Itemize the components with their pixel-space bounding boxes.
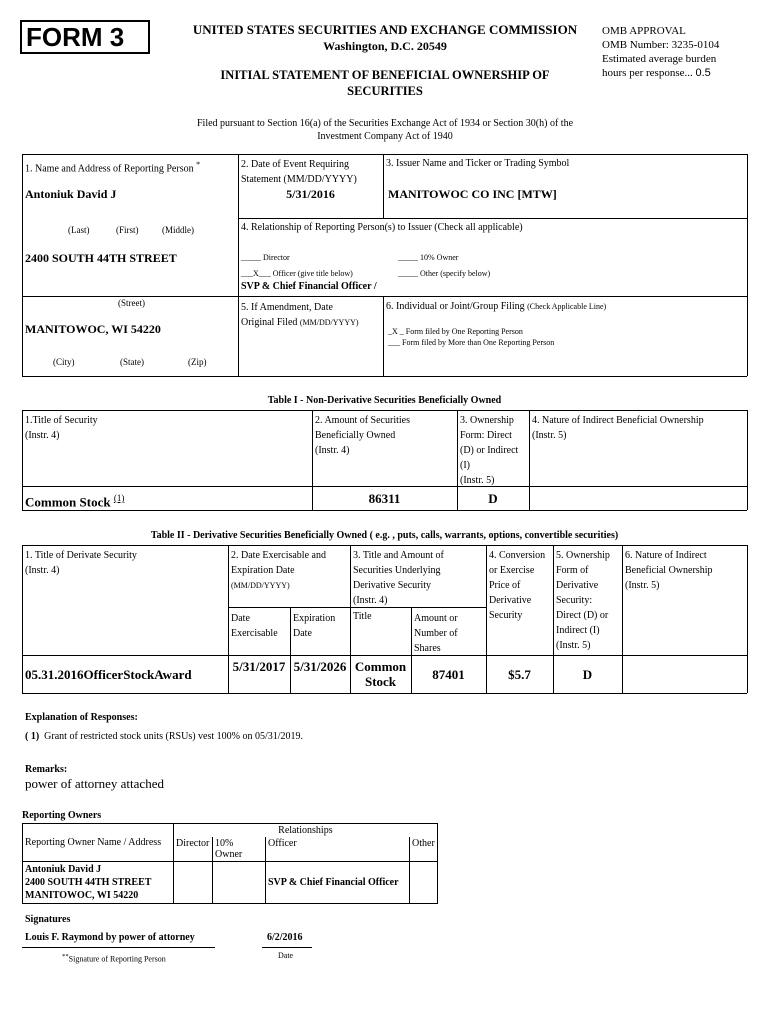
box4-label: 4. Relationship of Reporting Person(s) to Issuer (Check all applicable)	[241, 222, 523, 233]
box5-label-small: (MM/DD/YYYY)	[299, 318, 359, 327]
omb-approval: OMB APPROVAL	[602, 25, 686, 37]
agency-name: UNITED STATES SECURITIES AND EXCHANGE COMMISSION	[192, 22, 578, 37]
box5-label-line1: 5. If Amendment, Date	[241, 302, 333, 313]
date-label: Date	[278, 951, 294, 960]
reporting-owners-table	[22, 823, 438, 904]
agency-location: Washington, D.C. 20549	[323, 39, 447, 53]
issuer-name-ticker: MANITOWOC CO INC [MTW]	[388, 187, 557, 201]
box1-asterisk: *	[196, 160, 201, 169]
filing-option-one: _X _ Form filed by One Reporting Person	[388, 327, 523, 336]
t2-underlying-title: Common Stock	[354, 659, 407, 689]
t1-security-title: Common Stock $^{(1)}$	[25, 493, 125, 510]
box2-label-line2: Statement (MM/DD/YYYY)	[241, 174, 357, 185]
t2-underlying-shares: 87401	[432, 667, 465, 682]
relationship-officer: ___X___ Officer (give title below)	[241, 269, 353, 278]
t2-header-conversion: 4. Conversion or Exercise Price of Derivative Security	[489, 550, 546, 621]
signature-label: **Signature of Reporting Person	[62, 953, 166, 964]
relationship-other: _____ Other (specify below)	[398, 269, 491, 278]
owner-name-address: Antoniuk David J 2400 SOUTH 44TH STREET MANITOWOC, WI 54220	[23, 862, 174, 904]
t2-header-title: 1. Title of Derivate Security (Instr. 4)	[25, 550, 137, 576]
owner-officer-cell: SVP & Chief Financial Officer	[266, 862, 410, 904]
t2-ownership-form: D	[582, 667, 593, 682]
t2-conversion-price: $5.7	[508, 667, 531, 682]
signatures-heading: Signatures	[25, 914, 71, 925]
relationship-10pct-owner: _____ 10% Owner	[398, 253, 459, 262]
label-street: (Street)	[118, 298, 145, 308]
filing-option-multiple: ___ Form filed by More than One Reporting Person	[388, 338, 555, 347]
table2-title: Table II - Derivative Securities Beneficially Owned ( e.g. , puts, calls, warrants, options, convertible securities)	[150, 530, 619, 541]
owner-director-cell	[174, 862, 213, 904]
box2-label-line1: 2. Date of Event Requiring	[241, 159, 350, 170]
city-state-zip: MANITOWOC, WI 54220	[25, 322, 161, 336]
explanation-heading: Explanation of Responses:	[25, 712, 138, 723]
omb-box	[602, 24, 719, 80]
t2-date-exercisable: 5/31/2017	[232, 659, 286, 674]
box5-label-line2: Original Filed (MM/DD/YYYY)	[241, 317, 359, 328]
t2-header-expiration: Expiration Date	[293, 613, 336, 639]
owner-name-header: Reporting Owner Name / Address	[23, 824, 174, 862]
form-title-line2: SECURITIES	[347, 84, 423, 98]
t1-amount: 86311	[368, 491, 401, 506]
t2-header-underlying-title: Title	[353, 611, 372, 622]
explanation-item	[25, 731, 303, 742]
label-state: (State)	[120, 357, 144, 367]
t1-header-amount: 2. Amount of Securities Beneficially Owned (Instr. 4)	[315, 415, 410, 456]
t2-header-shares: Amount or Number of Shares	[414, 613, 458, 654]
box6-label-small: (Check Applicable Line)	[527, 302, 607, 311]
t1-header-nature: 4. Nature of Indirect Beneficial Ownership (Instr. 5)	[532, 415, 704, 441]
form-number-box: FORM 3	[20, 20, 150, 54]
t2-header-date-exercisable: Date Exercisable	[231, 613, 278, 639]
box3-label: 3. Issuer Name and Ticker or Trading Symbol	[386, 158, 570, 169]
filed-line2: Investment Company Act of 1940	[317, 131, 453, 142]
t1-footnote-ref[interactable]: (1)	[113, 493, 125, 503]
t2-security-title: 05.31.2016OfficerStockAward	[25, 667, 192, 682]
relationships-header: Relationships	[174, 824, 438, 838]
remarks-text: power of attorney attached	[25, 776, 164, 791]
director-header: Director	[174, 837, 213, 862]
t1-header-ownership: 3. Ownership Form: Direct (D) or Indirect (I) (Instr. 5)	[460, 415, 519, 486]
box5-label	[241, 300, 359, 330]
t1-ownership-form: D	[488, 491, 498, 506]
signer-name: Louis F. Raymond by power of attorney	[25, 932, 195, 943]
label-middle: (Middle)	[162, 225, 194, 235]
omb-number: OMB Number: 3235-0104	[602, 39, 720, 51]
officer-header: Officer	[266, 837, 410, 862]
owners-heading: Reporting Owners	[22, 810, 102, 821]
filed-pursuant	[120, 117, 650, 143]
form-title-line1: INITIAL STATEMENT OF BENEFICIAL OWNERSHIP OF	[220, 68, 550, 82]
signature-mark: **	[62, 953, 69, 960]
label-first: (First)	[116, 225, 139, 235]
street-address: 2400 SOUTH 44TH STREET	[25, 251, 177, 265]
remarks-heading: Remarks:	[25, 764, 68, 775]
footnote-number: ( 1)	[25, 731, 40, 742]
box1-label: 1. Name and Address of Reporting Person *	[25, 160, 201, 175]
owner-other-cell	[410, 862, 438, 904]
ten-pct-owner-header: 10% Owner	[213, 837, 266, 862]
omb-burden-line2: hours per response... 0.5	[602, 67, 711, 79]
footnote-text: Grant of restricted stock units (RSUs) vest 100% on 05/31/2019.	[44, 731, 304, 742]
t2-header-underlying: 3. Title and Amount of Securities Underlying Derivative Security (Instr. 4)	[353, 550, 444, 606]
signature-date: 6/2/2016	[267, 932, 303, 943]
other-header: Other	[410, 837, 438, 862]
officer-title: SVP & Chief Financial Officer /	[241, 281, 377, 292]
reporting-person-name: Antoniuk David J	[25, 187, 117, 201]
t2-expiration-date: 5/31/2026	[293, 659, 347, 674]
relationship-director: _____ Director	[241, 253, 290, 262]
omb-burden-line1: Estimated average burden	[602, 53, 717, 65]
filed-line1: Filed pursuant to Section 16(a) of the Securities Exchange Act of 1934 or Section 30(h) of the	[196, 118, 574, 129]
box2-label	[241, 157, 357, 187]
t1-header-title: 1.Title of Security (Instr. 4)	[25, 415, 98, 441]
omb-burden-value: 0.5	[695, 67, 711, 79]
label-last: (Last)	[68, 225, 90, 235]
label-zip: (Zip)	[188, 357, 207, 367]
box6-label: 6. Individual or Joint/Group Filing (Check Applicable Line)	[386, 301, 607, 312]
table1-title: Table I - Non-Derivative Securities Beneficially Owned	[267, 395, 502, 406]
t2-header-dates: 2. Date Exercisable and Expiration Date (MM/DD/YYYY)	[231, 550, 326, 590]
label-city: (City)	[53, 357, 75, 367]
event-date: 5/31/2016	[286, 187, 335, 201]
t2-header-ownership: 5. Ownership Form of Derivative Security: Direct (D) or Indirect (I) (Instr. 5)	[556, 550, 610, 651]
owner-ten-pct-cell	[213, 862, 266, 904]
t2-header-nature: 6. Nature of Indirect Beneficial Ownership (Instr. 5)	[625, 550, 713, 591]
